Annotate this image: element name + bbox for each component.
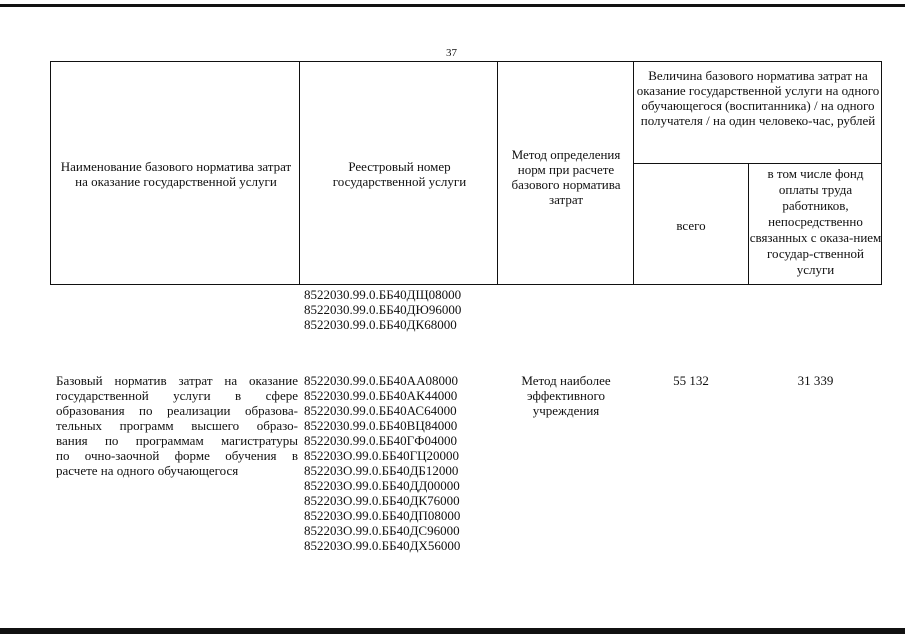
row-name-line: Базовый норматив затрат на оказание (56, 373, 298, 388)
row-codes-list (304, 373, 460, 553)
bottom-rule (0, 628, 905, 634)
registry-code: 8522030.99.0.ББ40АС64000 (304, 403, 457, 418)
header-method: Метод определения норм при расчете базового норматива затрат (511, 147, 621, 207)
row-name-line: по очно-заочной форме обучения в (56, 448, 298, 463)
registry-code: 852203О.99.0.ББ40ДХ56000 (304, 538, 461, 553)
registry-code: 852203О.99.0.ББ40ДК76000 (304, 493, 460, 508)
header-total: всего (676, 218, 706, 233)
row-name (56, 373, 298, 478)
registry-code: 8522030.99.0.ББ40АК44000 (304, 388, 458, 403)
row-name-line: расчете на одного обучающегося (56, 463, 239, 478)
header-value: Величина базового норматива затрат на оказание государственной услуги на одного обучающегося (воспитанника) / на одного получателя / на один человеко-час, рублей (636, 68, 880, 128)
header-name: Наименование базового норматива затрат на оказание государственной услуги (60, 159, 292, 189)
registry-code: 852203О.99.0.ББ40ГЦ20000 (304, 448, 459, 463)
registry-code: 8522030.99.0.ББ40ВЦ84000 (304, 418, 458, 433)
registry-code: 852203О.99.0.ББ40ДС96000 (304, 523, 460, 538)
row-name-line: государственной услуги в сфере (56, 388, 298, 403)
top-rule (0, 4, 905, 7)
registry-code: 852203О.99.0.ББ40ДП08000 (304, 508, 461, 523)
registry-code: 8522030.99.0.ББ40ДЩ08000 (304, 287, 462, 302)
header-subrow-border (633, 163, 882, 164)
header-registry-number: Реестровый номер государственной услуги (332, 159, 467, 189)
header-top-border (50, 61, 882, 62)
header-divider-1 (299, 61, 300, 285)
row-name-line: тельных программ высшего образо- (56, 418, 298, 433)
row-labor-fund-value: 31 339 (797, 373, 834, 388)
row-method: Метод наиболее эффективного учреждения (521, 373, 611, 418)
registry-code: 8522030.99.0.ББ40ГФ04000 (304, 433, 457, 448)
header-bottom-border (50, 284, 882, 285)
registry-code: 852203О.99.0.ББ40ДБ12000 (304, 463, 459, 478)
header-labor-fund: в том числе фонд оплаты труда работников, непосредственно связанных с оказа-нием государ-ственной услуги (749, 166, 882, 277)
page-number: 37 (446, 47, 457, 59)
header-left-border (50, 61, 51, 285)
registry-code: 8522030.99.0.ББ40ДК68000 (304, 317, 457, 332)
continued-codes-list (304, 287, 461, 332)
registry-code: 8522030.99.0.ББ40ДЮ96000 (304, 302, 462, 317)
row-name-line: образования по реализации образова- (56, 403, 298, 418)
registry-code: 852203О.99.0.ББ40ДД00000 (304, 478, 460, 493)
registry-code: 8522030.99.0.ББ40АА08000 (304, 373, 458, 388)
row-total-value: 55 132 (673, 373, 709, 388)
row-name-line: вания по программам магистратуры (56, 433, 298, 448)
